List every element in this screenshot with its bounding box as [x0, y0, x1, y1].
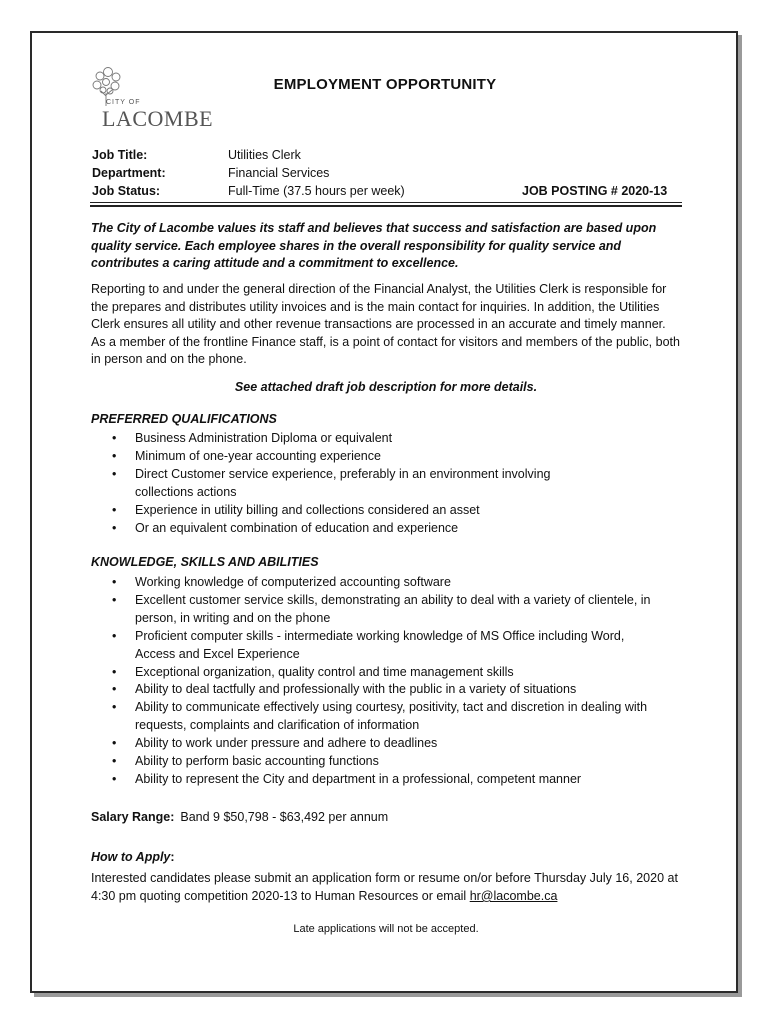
apply-instructions: Interested candidates please submit an application form or resume on/or before Thursday July 16, 2020 at 4:30 pm quoting competition 2020-13 to Human Resources or email — [91, 871, 678, 903]
salary-label: Salary Range: — [91, 810, 175, 824]
skills-heading: KNOWLEDGE, SKILLS AND ABILITIES — [91, 555, 319, 569]
job-posting-number: JOB POSTING # 2020-13 — [522, 184, 668, 198]
job-status-label: Job Status: — [92, 184, 161, 198]
qualifications-heading: PREFERRED QUALIFICATIONS — [91, 412, 277, 426]
late-applications-note: Late applications will not be accepted. — [293, 923, 479, 935]
see-attached-note: See attached draft job description for more details. — [234, 380, 538, 394]
city-logo — [88, 66, 213, 132]
job-title-value: Utilities Clerk — [228, 148, 301, 162]
list-item: • Direct Customer service experience, preferably in an environment involving collections actions — [91, 466, 681, 502]
how-to-apply-heading — [91, 850, 181, 864]
how-to-apply-label: How to Apply — [91, 850, 171, 864]
qualifications-list — [91, 430, 681, 537]
list-item: • Ability to deal tactfully and professionally with the public in a variety of situations — [91, 681, 681, 699]
page-title: EMPLOYMENT OPPORTUNITY — [273, 76, 497, 93]
divider-thin — [90, 202, 682, 203]
list-item: • Or an equivalent combination of education and experience — [91, 520, 681, 538]
list-item: • Excellent customer service skills, demonstrating an ability to deal with a variety of clientele, in person, in writing and on the phone — [91, 592, 681, 628]
divider-thick — [90, 205, 682, 207]
list-item: • Exceptional organization, quality control and time management skills — [91, 664, 681, 682]
list-item: • Ability to work under pressure and adhere to deadlines — [91, 735, 681, 753]
list-item: • Experience in utility billing and collections considered an asset — [91, 502, 681, 520]
list-item: • Minimum of one-year accounting experience — [91, 448, 681, 466]
department-row — [92, 165, 329, 182]
list-item: • Ability to perform basic accounting functions — [91, 753, 681, 771]
how-to-apply-colon: : — [170, 850, 175, 864]
salary-value: Band 9 $50,798 - $63,492 per annum — [180, 810, 389, 824]
department-value: Financial Services — [228, 166, 330, 180]
description-paragraph: Reporting to and under the general direction of the Financial Analyst, the Utilities Clerk is responsible for the prepares and distributes utility invoices and is the main contact for inquiries. In addition, the Utilities Clerk ensures all utility and other revenue transactions are processed in an accurate and timely manner. As a member of the frontline Finance staff, is a point of contact for visitors and members of the public, both in person and on the phone. — [91, 282, 680, 367]
logo-name-text: LACOMBE — [102, 106, 214, 131]
skills-list — [91, 574, 681, 789]
job-title-label: Job Title: — [92, 148, 148, 162]
list-item: • Ability to communicate effectively using courtesy, positivity, tact and discretion in dealing with requests, complaints and clarification of information — [91, 699, 681, 735]
list-item: • Proficient computer skills - intermediate working knowledge of MS Office including Word, Access and Excel Experience — [91, 628, 681, 664]
email-link[interactable]: hr@lacombe.ca — [469, 889, 558, 903]
intro-paragraph: The City of Lacombe values its staff and believes that success and satisfaction are based upon quality service. Each employee shares in the overall responsibility for quality service and contributes a caring attitude and a commitment to excellence. — [91, 221, 657, 271]
list-item: • Business Administration Diploma or equivalent — [91, 430, 681, 448]
list-item: • Ability to represent the City and department in a professional, competent manner — [91, 771, 681, 789]
list-item: • Working knowledge of computerized accounting software — [91, 574, 681, 592]
job-title-row — [92, 147, 301, 164]
logo-city-text: CITY OF — [106, 99, 141, 106]
job-status-value: Full-Time (37.5 hours per week) — [228, 184, 405, 198]
how-to-apply-text — [91, 869, 691, 905]
department-label: Department: — [92, 166, 166, 180]
job-status-row — [92, 183, 405, 200]
salary-range — [91, 810, 388, 824]
